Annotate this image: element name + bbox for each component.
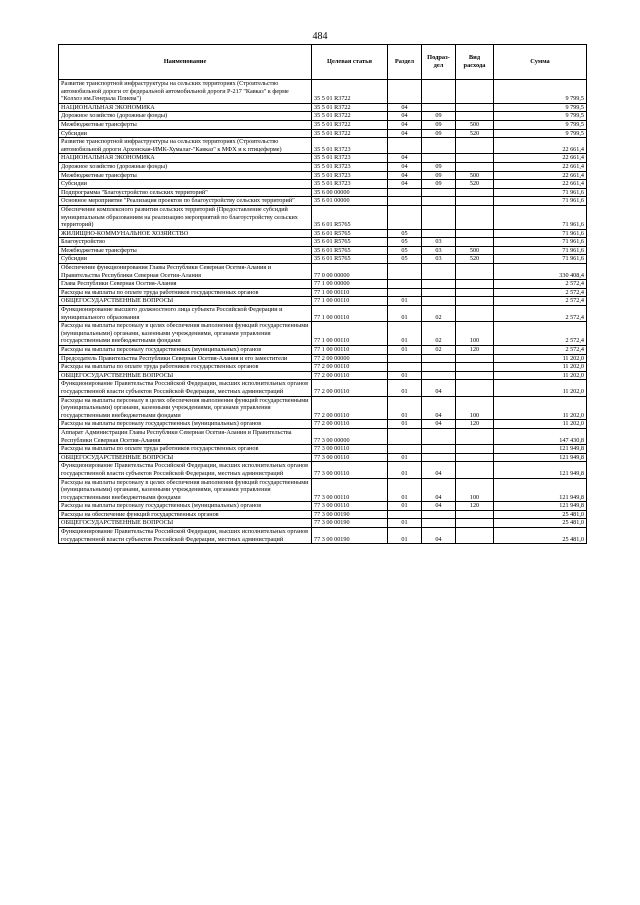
header-subsection: Подраз-дел [422,45,456,80]
row-subsection [422,205,456,229]
row-subsection: 09 [422,171,456,180]
row-section [388,510,422,519]
row-section [388,288,422,297]
row-expense-type [456,103,494,112]
row-section: 05 [388,229,422,238]
row-sum: 9 799,5 [494,129,587,138]
row-expense-type [456,288,494,297]
row-sum: 22 661,4 [494,162,587,171]
row-expense-type [456,229,494,238]
row-expense-type [456,363,494,372]
row-section [388,197,422,206]
row-subsection: 04 [422,502,456,511]
row-expense-type: 520 [456,129,494,138]
row-target-article: 35 5 01 R3722 [312,120,388,129]
row-subsection [422,428,456,444]
row-sum: 71 961,6 [494,197,587,206]
row-expense-type: 120 [456,502,494,511]
row-subsection [422,363,456,372]
row-expense-type [456,528,494,544]
row-expense-type [456,205,494,229]
table-row [59,363,587,372]
row-name: Межбюджетные трансферты [59,246,312,255]
row-sum: 71 961,6 [494,205,587,229]
row-section: 01 [388,478,422,502]
row-name: Расходы на выплаты по оплате труда работников государственных органов [59,445,312,454]
row-subsection [422,229,456,238]
row-expense-type [456,445,494,454]
row-section: 04 [388,171,422,180]
table-row [59,80,587,104]
row-sum: 2 572,4 [494,306,587,322]
table-row [59,264,587,280]
row-section: 01 [388,453,422,462]
row-sum: 2 572,4 [494,346,587,355]
row-section: 04 [388,112,422,121]
row-subsection [422,354,456,363]
row-sum: 121 949,8 [494,453,587,462]
row-expense-type: 500 [456,120,494,129]
row-sum: 22 661,4 [494,171,587,180]
row-subsection [422,445,456,454]
row-expense-type [456,453,494,462]
row-sum: 11 202,0 [494,354,587,363]
row-sum: 22 661,4 [494,180,587,189]
row-sum: 22 661,4 [494,138,587,154]
table-body [59,80,587,544]
row-name: Расходы на выплаты персоналу государственных (муниципальных) органов [59,502,312,511]
row-section [388,354,422,363]
row-sum: 71 961,6 [494,255,587,264]
row-expense-type: 120 [456,346,494,355]
row-sum: 11 202,0 [494,380,587,396]
row-expense-type [456,297,494,306]
row-section [388,205,422,229]
table-row [59,255,587,264]
row-subsection: 03 [422,255,456,264]
row-name: Обеспечение функционирования Главы Республики Северная Осетия-Алания и Правительства Республики Северная Осетия-Алания [59,264,312,280]
row-expense-type [456,280,494,289]
table-row [59,445,587,454]
row-target-article: 77 2 00 00110 [312,396,388,420]
row-name: Расходы на выплаты персоналу в целях обеспечения выполнения функций государственными (муниципальными) органами, казенными учреждениями, органами управления государственными внебюджетными фондами [59,396,312,420]
row-expense-type [456,264,494,280]
row-name: Аппарат Администрации Главы Республики Северная Осетия-Алания и Правительства Республики Северная Осетия-Алания [59,428,312,444]
table-row [59,103,587,112]
table-row [59,502,587,511]
row-target-article: 35 6 01 R5765 [312,238,388,247]
row-subsection: 04 [422,462,456,478]
row-subsection: 04 [422,528,456,544]
page-number: 484 [312,31,328,42]
row-name: НАЦИОНАЛЬНАЯ ЭКОНОМИКА [59,103,312,112]
row-target-article: 77 3 00 00110 [312,445,388,454]
row-name: Благоустройство [59,238,312,247]
table-row [59,280,587,289]
row-subsection [422,510,456,519]
row-target-article: 77 2 00 00110 [312,380,388,396]
row-section [388,428,422,444]
row-subsection: 09 [422,162,456,171]
row-target-article: 35 5 01 R3723 [312,138,388,154]
header-expense-type: Вид расхода [456,45,494,80]
row-expense-type [456,112,494,121]
row-expense-type [456,510,494,519]
row-sum: 121 949,8 [494,445,587,454]
row-subsection [422,280,456,289]
row-expense-type [456,380,494,396]
row-name: Функционирование Правительства Российской Федерации, высших исполнительных органов государственной власти субъектов Российской Федерации, местных администраций [59,528,312,544]
row-expense-type: 520 [456,255,494,264]
row-target-article: 77 3 00 00000 [312,428,388,444]
row-target-article: 35 5 01 R3722 [312,112,388,121]
row-sum: 121 949,8 [494,462,587,478]
table-row [59,346,587,355]
row-expense-type [456,354,494,363]
row-section: 01 [388,297,422,306]
row-target-article: 77 1 00 00110 [312,288,388,297]
table-row [59,112,587,121]
row-target-article: 77 2 00 00110 [312,371,388,380]
row-sum: 9 799,5 [494,120,587,129]
row-subsection: 02 [422,322,456,346]
row-expense-type [456,428,494,444]
row-name: Функционирование высшего должностного лица субъекта Российской Федерации и муниципального образования [59,306,312,322]
row-target-article: 35 6 01 R5765 [312,255,388,264]
table-row [59,188,587,197]
row-target-article: 35 5 01 R3723 [312,171,388,180]
row-name: Дорожное хозяйство (дорожные фонды) [59,112,312,121]
row-expense-type [456,154,494,163]
row-expense-type [456,188,494,197]
row-sum: 9 799,5 [494,103,587,112]
row-section: 04 [388,120,422,129]
row-section: 05 [388,255,422,264]
row-subsection [422,154,456,163]
row-sum: 9 799,5 [494,112,587,121]
row-name: Субсидии [59,255,312,264]
row-target-article: 77 0 00 00000 [312,264,388,280]
row-target-article: 77 2 00 00110 [312,420,388,429]
row-name: Подпрограмма "Благоустройство сельских территорий" [59,188,312,197]
row-expense-type: 100 [456,322,494,346]
row-section: 01 [388,380,422,396]
row-expense-type [456,138,494,154]
table-row [59,420,587,429]
row-section: 04 [388,180,422,189]
row-sum: 330 408,4 [494,264,587,280]
budget-table [58,44,587,544]
table-row [59,519,587,528]
row-subsection: 04 [422,396,456,420]
table-row [59,371,587,380]
row-subsection: 09 [422,112,456,121]
row-sum: 9 799,5 [494,80,587,104]
row-sum: 11 202,0 [494,420,587,429]
row-name: Расходы на выплаты персоналу в целях обеспечения выполнения функций государственными (муниципальными) органами, казенными учреждениями, органами управления государственными внебюджетными фондами [59,478,312,502]
row-target-article: 35 5 01 R3723 [312,154,388,163]
row-target-article: 77 1 00 00110 [312,322,388,346]
table-row [59,162,587,171]
row-target-article: 77 3 00 00110 [312,453,388,462]
table-row [59,306,587,322]
row-section [388,445,422,454]
row-sum: 2 572,4 [494,322,587,346]
header-target-article: Целевая статья [312,45,388,80]
row-subsection [422,80,456,104]
row-section: 01 [388,371,422,380]
row-name: Расходы на обеспечение функций государственных органов [59,510,312,519]
row-subsection: 04 [422,380,456,396]
row-name: Межбюджетные трансферты [59,171,312,180]
table-row [59,120,587,129]
row-expense-type [456,80,494,104]
row-name: Субсидии [59,129,312,138]
row-target-article: 77 3 00 00110 [312,502,388,511]
row-section: 05 [388,246,422,255]
row-sum: 22 661,4 [494,154,587,163]
row-section: 04 [388,162,422,171]
row-target-article: 77 3 00 00110 [312,462,388,478]
row-name: ОБЩЕГОСУДАРСТВЕННЫЕ ВОПРОСЫ [59,371,312,380]
row-subsection: 03 [422,238,456,247]
row-target-article: 77 3 00 00190 [312,528,388,544]
row-target-article: 77 3 00 00190 [312,510,388,519]
header-sum: Сумма [494,45,587,80]
row-name: НАЦИОНАЛЬНАЯ ЭКОНОМИКА [59,154,312,163]
row-subsection [422,297,456,306]
row-target-article: 35 5 01 R3722 [312,129,388,138]
row-subsection [422,188,456,197]
row-section [388,280,422,289]
row-section: 01 [388,462,422,478]
row-sum: 71 961,6 [494,238,587,247]
table-row [59,138,587,154]
row-sum: 71 961,6 [494,229,587,238]
row-subsection [422,138,456,154]
table-row [59,478,587,502]
row-name: Расходы на выплаты по оплате труда работников государственных органов [59,288,312,297]
row-sum: 2 572,4 [494,297,587,306]
row-subsection: 09 [422,180,456,189]
table-row [59,129,587,138]
table-row [59,180,587,189]
row-subsection [422,519,456,528]
row-sum: 71 961,6 [494,246,587,255]
table-row [59,528,587,544]
row-subsection: 02 [422,306,456,322]
table-row [59,462,587,478]
row-name: Межбюджетные трансферты [59,120,312,129]
row-name: Функционирование Правительства Российской Федерации, высших исполнительных органов государственной власти субъектов Российской Федерации, местных администраций [59,462,312,478]
table-row [59,288,587,297]
row-target-article: 77 1 00 00110 [312,297,388,306]
row-section: 05 [388,238,422,247]
row-subsection: 04 [422,420,456,429]
row-name: Развитие транспортной инфраструктуры на сельских территориях (Строительство автомобильной дороги от федеральной автомобильной дороги Р-217 "Кавказ" к ферме "Колхоз им.Генерала Плиева") [59,80,312,104]
header-section: Раздел [388,45,422,80]
row-name: Расходы на выплаты персоналу государственных (муниципальных) органов [59,346,312,355]
row-target-article: 35 6 01 00000 [312,197,388,206]
row-target-article: 35 5 01 R3723 [312,180,388,189]
row-target-article: 77 3 00 00110 [312,478,388,502]
row-expense-type: 100 [456,478,494,502]
row-name: Функционирование Правительства Российской Федерации, высших исполнительных органов государственной власти субъектов Российской Федерации, местных администраций [59,380,312,396]
table-row [59,380,587,396]
row-sum: 25 481,0 [494,519,587,528]
table-row [59,154,587,163]
table-row [59,428,587,444]
row-target-article: 77 2 00 00110 [312,363,388,372]
row-section: 04 [388,103,422,112]
row-expense-type: 520 [456,180,494,189]
table-row [59,197,587,206]
row-sum: 121 949,8 [494,478,587,502]
row-sum: 2 572,4 [494,288,587,297]
row-section: 04 [388,154,422,163]
row-target-article: 35 5 01 R3722 [312,103,388,112]
row-target-article: 35 5 01 R3722 [312,80,388,104]
row-section: 01 [388,519,422,528]
row-name: Расходы на выплаты персоналу в целях обеспечения выполнения функций государственными (муниципальными) органами, казенными учреждениями, органами управления государственными внебюджетными фондами [59,322,312,346]
row-sum: 11 202,0 [494,396,587,420]
row-section: 01 [388,346,422,355]
row-expense-type [456,238,494,247]
table-row [59,322,587,346]
row-sum: 147 430,8 [494,428,587,444]
row-expense-type [456,519,494,528]
row-subsection: 09 [422,120,456,129]
row-subsection [422,453,456,462]
row-sum: 2 572,4 [494,280,587,289]
row-subsection [422,264,456,280]
row-expense-type [456,306,494,322]
row-name: ОБЩЕГОСУДАРСТВЕННЫЕ ВОПРОСЫ [59,453,312,462]
table-row [59,246,587,255]
header-name: Наименование [59,45,312,80]
row-expense-type: 500 [456,246,494,255]
row-subsection: 04 [422,478,456,502]
row-section [388,188,422,197]
row-target-article: 35 6 01 R5765 [312,205,388,229]
row-name: ОБЩЕГОСУДАРСТВЕННЫЕ ВОПРОСЫ [59,519,312,528]
row-name: Основное мероприятие "Реализация проектов по благоустройству сельских территорий" [59,197,312,206]
row-section: 01 [388,502,422,511]
row-expense-type: 100 [456,396,494,420]
row-name: Глава Республики Северная Осетия-Алания [59,280,312,289]
row-name: ЖИЛИЩНО-КОММУНАЛЬНОЕ ХОЗЯЙСТВО [59,229,312,238]
row-target-article: 77 1 00 00000 [312,280,388,289]
row-sum: 25 481,0 [494,528,587,544]
table-row [59,354,587,363]
table-row [59,171,587,180]
row-section [388,138,422,154]
row-section: 01 [388,420,422,429]
table-row [59,396,587,420]
row-target-article: 35 6 00 00000 [312,188,388,197]
row-name: Расходы на выплаты персоналу государственных (муниципальных) органов [59,420,312,429]
row-name: Председатель Правительства Республики Северная Осетия-Алания и его заместители [59,354,312,363]
row-target-article: 35 5 01 R3723 [312,162,388,171]
row-target-article: 35 6 01 R5765 [312,229,388,238]
row-expense-type: 500 [456,171,494,180]
row-sum: 11 202,0 [494,371,587,380]
row-name: Дорожное хозяйство (дорожные фонды) [59,162,312,171]
table-row [59,238,587,247]
row-target-article: 77 1 00 00110 [312,346,388,355]
row-section: 01 [388,396,422,420]
table-row [59,453,587,462]
table-row [59,510,587,519]
row-name: Обеспечение комплексного развития сельских территорий (Предоставление субсидий муниципальным образованиям на реализацию мероприятий по благоустройству сельских территорий) [59,205,312,229]
row-expense-type [456,162,494,171]
row-subsection [422,197,456,206]
row-subsection [422,103,456,112]
row-expense-type: 120 [456,420,494,429]
row-section [388,264,422,280]
row-section [388,363,422,372]
row-sum: 121 949,8 [494,502,587,511]
row-name: Развитие транспортной инфраструктуры на сельских территориях (Строительство автомобильной дороги Архонская-ИМК-Хумалаг-"Кавказ" к МФХ и к птицеферме) [59,138,312,154]
row-subsection: 03 [422,246,456,255]
row-target-article: 77 3 00 00190 [312,519,388,528]
row-sum: 11 202,0 [494,363,587,372]
row-subsection [422,288,456,297]
row-section: 01 [388,528,422,544]
row-subsection: 09 [422,129,456,138]
row-section [388,80,422,104]
row-section: 01 [388,322,422,346]
row-expense-type [456,371,494,380]
table-row [59,205,587,229]
row-name: Субсидии [59,180,312,189]
row-name: ОБЩЕГОСУДАРСТВЕННЫЕ ВОПРОСЫ [59,297,312,306]
row-expense-type [456,462,494,478]
row-name: Расходы на выплаты по оплате труда работников государственных органов [59,363,312,372]
row-sum: 71 961,6 [494,188,587,197]
row-target-article: 35 6 01 R5765 [312,246,388,255]
row-target-article: 77 2 00 00000 [312,354,388,363]
table-row [59,229,587,238]
table-row [59,297,587,306]
row-sum: 25 481,0 [494,510,587,519]
table-header-row [59,45,587,80]
row-target-article: 77 1 00 00110 [312,306,388,322]
row-subsection: 02 [422,346,456,355]
row-subsection [422,371,456,380]
row-section: 01 [388,306,422,322]
row-section: 04 [388,129,422,138]
row-expense-type [456,197,494,206]
